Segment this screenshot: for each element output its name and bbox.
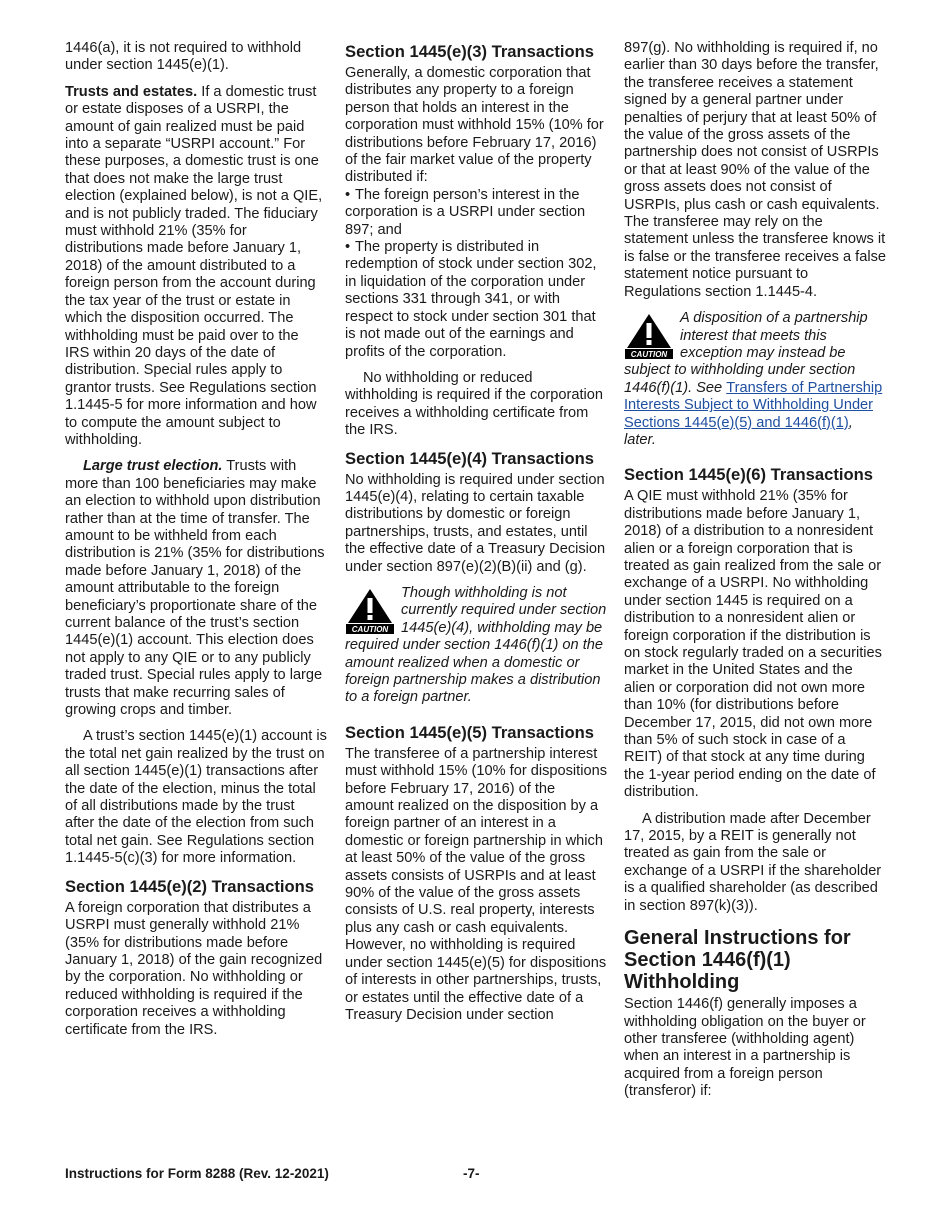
page-number: -7- — [463, 1166, 480, 1181]
form-title: Instructions for Form 8288 (Rev. 12-2021) — [65, 1166, 329, 1181]
section-e3-heading: Section 1445(e)(3) Transactions — [345, 42, 594, 61]
section-e5-continued: 897(g). No withholding is required if, no earlier than 30 days before the transfer, the transferee receives a statement signed by a general partner under penalties of perjury that at least 50% of the value of the gross assets of the partnership does not consist of USRPIs or that at least 90% of the value of the gross assets does not consist of USRPIs, plus cash or cash equivalents. The transferee may rely on the statement unless the transferee knows it is false or the transferee receives a false statement notice pursuant to Regulations section 1.1445-4. — [624, 40, 887, 300]
transfers-partnership-link[interactable]: Transfers of Partnership Interests Subject to Withholding Under Sections 1445(e)(5) and 1446(f)(1) — [624, 379, 883, 431]
caution-icon — [345, 587, 395, 635]
list-item: • The property is distributed in redemption of stock under section 302, in liquidation of the corporation under sections 331 through 341, or with respect to stock under section 301 that is not made out of the earnings and profits of the corporation. — [345, 239, 597, 360]
column-1 — [65, 40, 327, 1048]
section-e6-body: A QIE must withhold 21% (35% for distributions made before January 1, 2018) of a distribution to a nonresident alien or a foreign corporation that is treated as gain realized from the sale or exchange of a USRPI. No withholding under section 1445 is required on a distribution to a nonresident alien or foreign corporation if the distribution is on stock regularly traded on a securities market in the United States and the alien or corporation did not own more than 10% (for distributions before December 17, 2015, did not own more than 5% of such stock in case of a REIT) of that stock at any time during the 1-year period ending on the date of distribution. — [624, 488, 882, 801]
large-trust-heading: Large trust election. — [83, 458, 223, 475]
section-e3-bullets — [345, 187, 607, 361]
large-trust-paragraph — [65, 458, 327, 719]
column-3 — [624, 40, 886, 1110]
svg-text:CAUTION: CAUTION — [351, 624, 389, 634]
caution-note-2 — [624, 310, 886, 449]
section-e5-heading: Section 1445(e)(5) Transactions — [345, 722, 594, 742]
section-e4-body: No withholding is required under section 1445(e)(4), relating to certain taxable distributions by domestic or foreign partnerships, trusts, and estates, until the effective date of a Treasury Decision under section 897(e)(2)(B)(ii) and (g). — [345, 471, 606, 575]
reit-paragraph: A distribution made after December 17, 2015, by a REIT is generally not treated as gain from the sale or exchange of a USRPI if the shareholder is a qualified shareholder (as described in section 897(k)(3)). — [624, 810, 882, 914]
large-trust-body: Trusts with more than 100 beneficiaries may make an election to withhold upon distribution rather than at the time of transfer. The amount to be withheld from each distribution is 21% (35% for distributions made before January 1, 2018) of the amount attributable to the foreign beneficiary’s proportionate share of the current balance of the trust’s section 1445(e)(1) account. This election does not apply to any QIE or to any publicly traded trust. Special rules apply to large trusts that make recurring sales of growing crops and timber. — [65, 458, 325, 719]
section-e6-heading: Section 1445(e)(6) Transactions — [624, 465, 873, 485]
general-instructions-body: Section 1446(f) generally imposes a withholding obligation on the buyer or other transferee (withholding agent) when an interest in a partnership is acquired from a foreign person (transferor) if: — [624, 996, 866, 1100]
section-e2-heading: Section 1445(e)(2) Transactions — [65, 876, 314, 896]
caution-2-tail: , later. — [624, 414, 853, 448]
section-e3-no-withholding: No withholding or reduced withholding is required if the corporation receives a withholding certificate from the IRS. — [345, 369, 603, 439]
caution-2-text: A disposition of a partnership interest that meets this exception may instead be subject to withholding under section 1446(f)(1). See — [624, 310, 868, 396]
caution-1-text: Though withholding is not currently required under section 1445(e)(4), withholding may be required under section 1446(f)(1) on the amount realized when a domestic or foreign partnership makes a distribution to a foreign partner. — [345, 584, 607, 706]
section-e2-body: A foreign corporation that distributes a USRPI must generally withhold 21% (35% for distributions made before January 1, 2018) of the gain recognized by the corporation. No withholding or reduced withholding is required if the corporation receives a withholding certificate from the IRS. — [65, 899, 323, 1038]
section-e3-body: Generally, a domestic corporation that distributes any property to a foreign person that holds an interest in the corporation must withhold 15% (10% for distributions before February 17, 2016) of the fair market value of the property distributed if: — [345, 65, 604, 186]
caution-note-1 — [345, 585, 607, 707]
paragraph-1446a: 1446(a), it is not required to withhold under section 1445(e)(1). — [65, 40, 302, 74]
svg-text:CAUTION: CAUTION — [630, 350, 668, 360]
bullet-icon: • — [345, 239, 351, 256]
caution-icon — [624, 312, 674, 360]
trust-account-paragraph: A trust’s section 1445(e)(1) account is the total net gain realized by the trust on all section 1445(e)(1) transactions after the date of the election, minus the total of all distributions made by the trust after the date of the election from such total net gain. See Regulations section 1.1445-5(c)(3) for more information. — [65, 728, 327, 867]
trusts-estates-paragraph — [65, 84, 327, 450]
section-e4-heading: Section 1445(e)(4) Transactions — [345, 448, 594, 468]
trusts-estates-body: If a domestic trust or estate disposes of a USRPI, the amount of gain realized must be paid into a separate “USRPI account.” For these purposes, a domestic trust is one that does not make the large trust election (explained below), is not a QIE, and is not publicly traded. The fiduciary must withhold 21% (35% for distributions made before January 1, 2018) of the amount distributed to a foreign person from the account during the tax year of the trust or estate in which the disposition occurred. The withholding must be paid over to the IRS within 20 days of the date of distribution. Special rules apply to grantor trusts. See Regulations section 1.1445-5 for more information and how to compute the amount subject to withholding. — [65, 83, 323, 448]
trusts-estates-heading: Trusts and estates. — [65, 83, 198, 100]
list-item: • The foreign person’s interest in the corporation is a USRPI under section 897; and — [345, 186, 586, 238]
bullet-icon: • — [345, 186, 351, 203]
general-instructions-heading: General Instructions for Section 1446(f)(1) Withholding — [624, 927, 851, 994]
column-2 — [345, 40, 607, 1033]
section-e5-body: The transferee of a partnership interest must withhold 15% (10% for dispositions before February 17, 2016) of the amount realized on the disposition by a foreign partner of an interest in a domestic or foreign partnership in which at least 50% of the value of the gross assets consists of USRPIs and at least 90% of the value of the gross assets consists of U.S. real property, interests plus any cash or cash equivalents. However, no withholding is required under section 1445(e)(5) for dispositions of interests in other partnerships, trusts, or estates until the effective date of a Treasury Decision under section — [345, 745, 608, 1023]
